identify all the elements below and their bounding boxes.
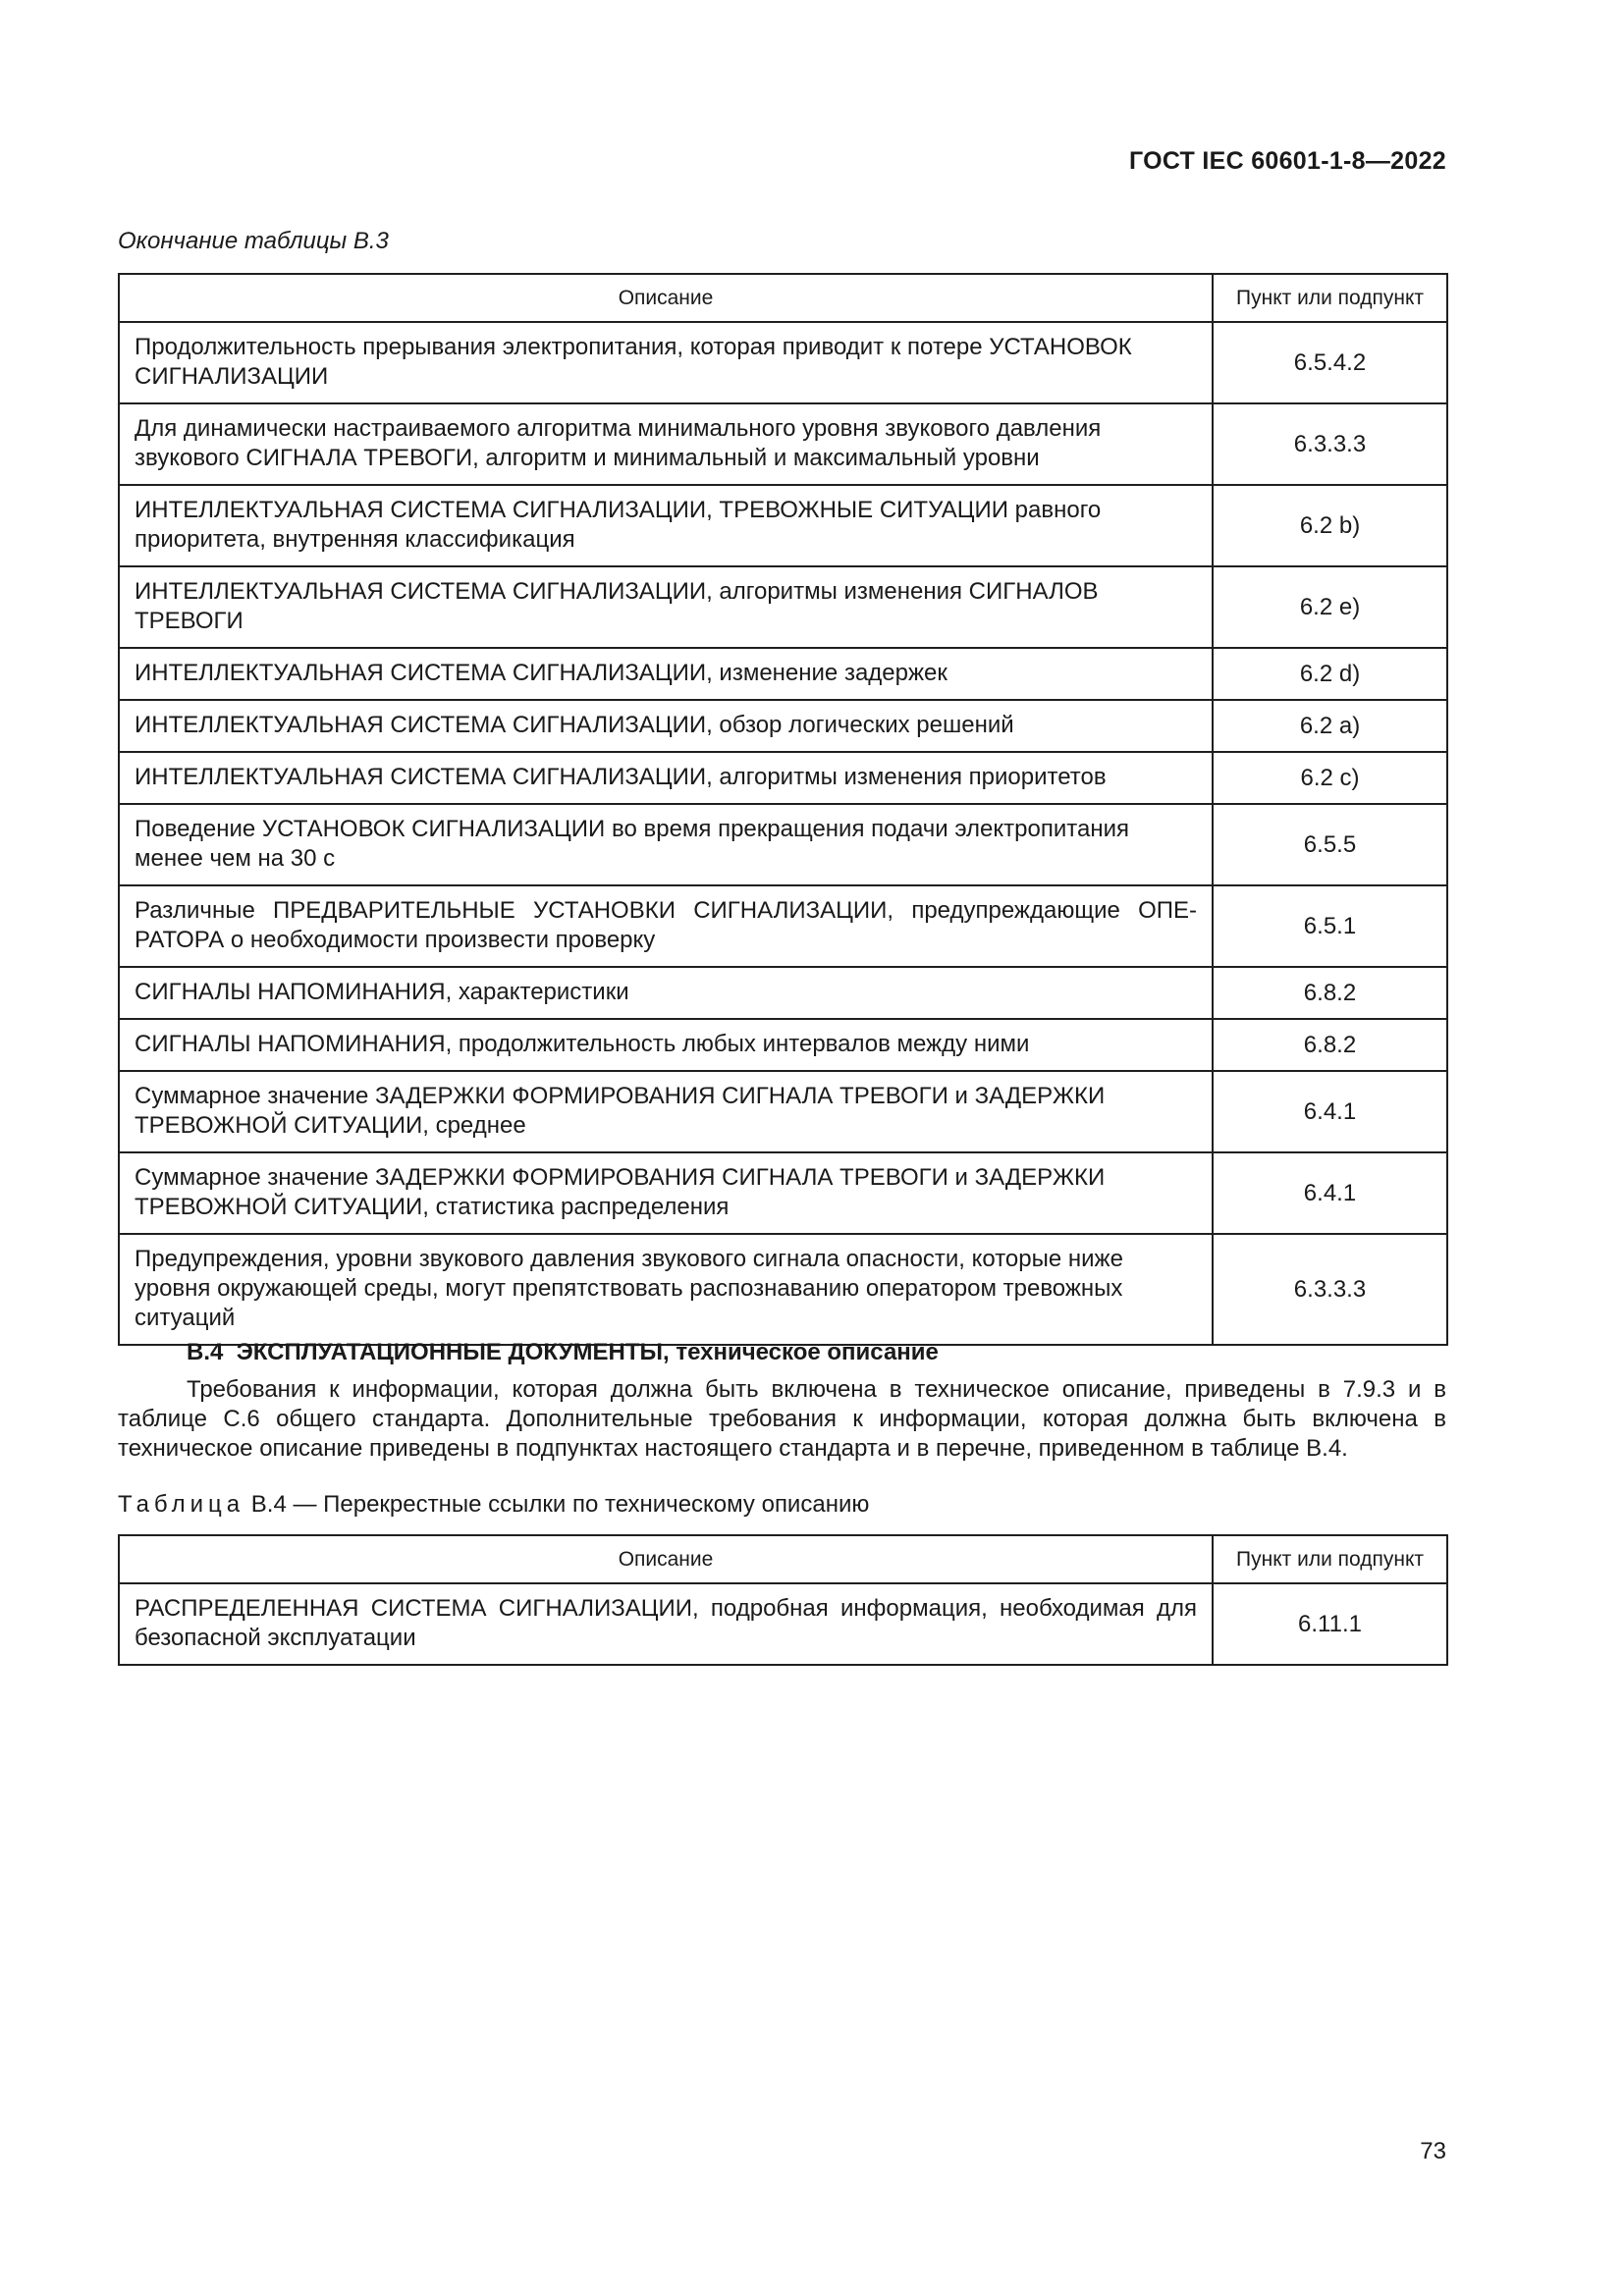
table-b4 <box>118 1534 1448 1666</box>
row-description: Суммарное значение ЗАДЕРЖКИ ФОРМИРОВАНИЯ СИГНАЛА ТРЕВОГИ и ЗАДЕРЖКИ ТРЕВОЖНОЙ СИТУАЦИИ, среднее <box>119 1071 1213 1152</box>
table-row <box>119 1583 1447 1665</box>
table-row <box>119 648 1447 700</box>
table-b4-caption <box>118 1491 869 1519</box>
section-title-bold: ЭКСПЛУАТАЦИОННЫЕ ДОКУМЕНТЫ, <box>236 1339 670 1365</box>
table-row <box>119 485 1447 566</box>
column-header-clause: Пункт или подпункт <box>1213 1535 1447 1583</box>
table-row <box>119 700 1447 752</box>
section-paragraph: Требования к информации, которая должна быть включена в техническое описание, приведены в 7.9.3 и в таблице С.6 общего стандарта. Дополнительные требования к информации, которая должна быть включена в техническое описание приведены в подпунктах настоящего стандарта и в перечне, приведенном в таблице В.4. <box>118 1376 1446 1462</box>
table-row <box>119 752 1447 804</box>
table-row <box>119 1234 1447 1345</box>
row-clause: 6.8.2 <box>1213 967 1447 1019</box>
column-header-description: Описание <box>119 1535 1213 1583</box>
row-description: ИНТЕЛЛЕКТУАЛЬНАЯ СИСТЕМА СИГНАЛИЗАЦИИ, ТРЕВОЖНЫЕ СИТУАЦИИ равного приоритета, внутренняя классификация <box>119 485 1213 566</box>
row-description: Для динамически настраиваемого алгоритма минимального уровня звукового давления звукового СИГНАЛА ТРЕВОГИ, алгоритм и минимальный и максимальный уровни <box>119 403 1213 485</box>
table-header-row <box>119 274 1447 322</box>
column-header-description: Описание <box>119 274 1213 322</box>
row-clause: 6.3.3.3 <box>1213 403 1447 485</box>
table-row <box>119 885 1447 967</box>
row-clause: 6.2 b) <box>1213 485 1447 566</box>
table-row <box>119 403 1447 485</box>
table-row <box>119 1071 1447 1152</box>
row-clause: 6.4.1 <box>1213 1071 1447 1152</box>
table-header-row <box>119 1535 1447 1583</box>
row-clause: 6.2 e) <box>1213 566 1447 648</box>
row-description: ИНТЕЛЛЕКТУАЛЬНАЯ СИСТЕМА СИГНАЛИЗАЦИИ, алгоритмы изменения СИГНАЛОВ ТРЕВОГИ <box>119 566 1213 648</box>
row-clause: 6.2 a) <box>1213 700 1447 752</box>
table-b3 <box>118 273 1448 1346</box>
row-description: ИНТЕЛЛЕКТУАЛЬНАЯ СИСТЕМА СИГНАЛИЗАЦИИ, обзор логических решений <box>119 700 1213 752</box>
row-clause: 6.5.5 <box>1213 804 1447 885</box>
row-description: РАСПРЕДЕЛЕННАЯ СИСТЕМА СИГНАЛИЗАЦИИ, подробная информация, необходимая для безопасной эксплуатации <box>119 1583 1213 1665</box>
row-description: ИНТЕЛЛЕКТУАЛЬНАЯ СИСТЕМА СИГНАЛИЗАЦИИ, алгоритмы изменения приоритетов <box>119 752 1213 804</box>
table-row <box>119 804 1447 885</box>
row-clause: 6.11.1 <box>1213 1583 1447 1665</box>
row-clause: 6.2 d) <box>1213 648 1447 700</box>
row-description: Различные ПРЕДВАРИТЕЛЬНЫЕ УСТАНОВКИ СИГНАЛИЗАЦИИ, предупреждающие ОПЕРАТОРА о необходимости произвести проверку <box>119 885 1213 967</box>
row-clause: 6.8.2 <box>1213 1019 1447 1071</box>
column-header-clause: Пункт или подпункт <box>1213 274 1447 322</box>
table-row <box>119 967 1447 1019</box>
table-row <box>119 1019 1447 1071</box>
table-b3-caption: Окончание таблицы В.3 <box>118 228 389 254</box>
section-title-rest: техническое описание <box>676 1339 939 1365</box>
row-description: Суммарное значение ЗАДЕРЖКИ ФОРМИРОВАНИЯ СИГНАЛА ТРЕВОГИ и ЗАДЕРЖКИ ТРЕВОЖНОЙ СИТУАЦИИ, статистика распределения <box>119 1152 1213 1234</box>
row-clause: 6.4.1 <box>1213 1152 1447 1234</box>
row-description: ИНТЕЛЛЕКТУАЛЬНАЯ СИСТЕМА СИГНАЛИЗАЦИИ, изменение задержек <box>119 648 1213 700</box>
row-clause: 6.3.3.3 <box>1213 1234 1447 1345</box>
table-row <box>119 566 1447 648</box>
row-description: Предупреждения, уровни звукового давления звукового сигнала опасности, которые ниже уровня окружающей среды, могут препятствовать распознаванию оператором тревожных ситуаций <box>119 1234 1213 1345</box>
table-row <box>119 322 1447 403</box>
page-number: 73 <box>1420 2138 1446 2164</box>
section-heading <box>187 1339 939 1366</box>
row-description: Поведение УСТАНОВОК СИГНАЛИЗАЦИИ во время прекращения подачи электропитания менее чем на 30 с <box>119 804 1213 885</box>
row-description: СИГНАЛЫ НАПОМИНАНИЯ, продолжительность любых интервалов между ними <box>119 1019 1213 1071</box>
table-caption-text: В.4 — Перекрестные ссылки по техническому описанию <box>250 1491 870 1518</box>
row-description: Продолжительность прерывания электропитания, которая приводит к потере УСТАНОВОК СИГНАЛИЗАЦИИ <box>119 322 1213 403</box>
row-clause: 6.5.4.2 <box>1213 322 1447 403</box>
document-code-header: ГОСТ IEC 60601-1-8—2022 <box>1128 147 1446 175</box>
table-caption-word: Таблица <box>118 1491 245 1518</box>
row-description: СИГНАЛЫ НАПОМИНАНИЯ, характеристики <box>119 967 1213 1019</box>
row-clause: 6.2 c) <box>1213 752 1447 804</box>
table-row <box>119 1152 1447 1234</box>
section-number: В.4 <box>187 1339 224 1365</box>
row-clause: 6.5.1 <box>1213 885 1447 967</box>
